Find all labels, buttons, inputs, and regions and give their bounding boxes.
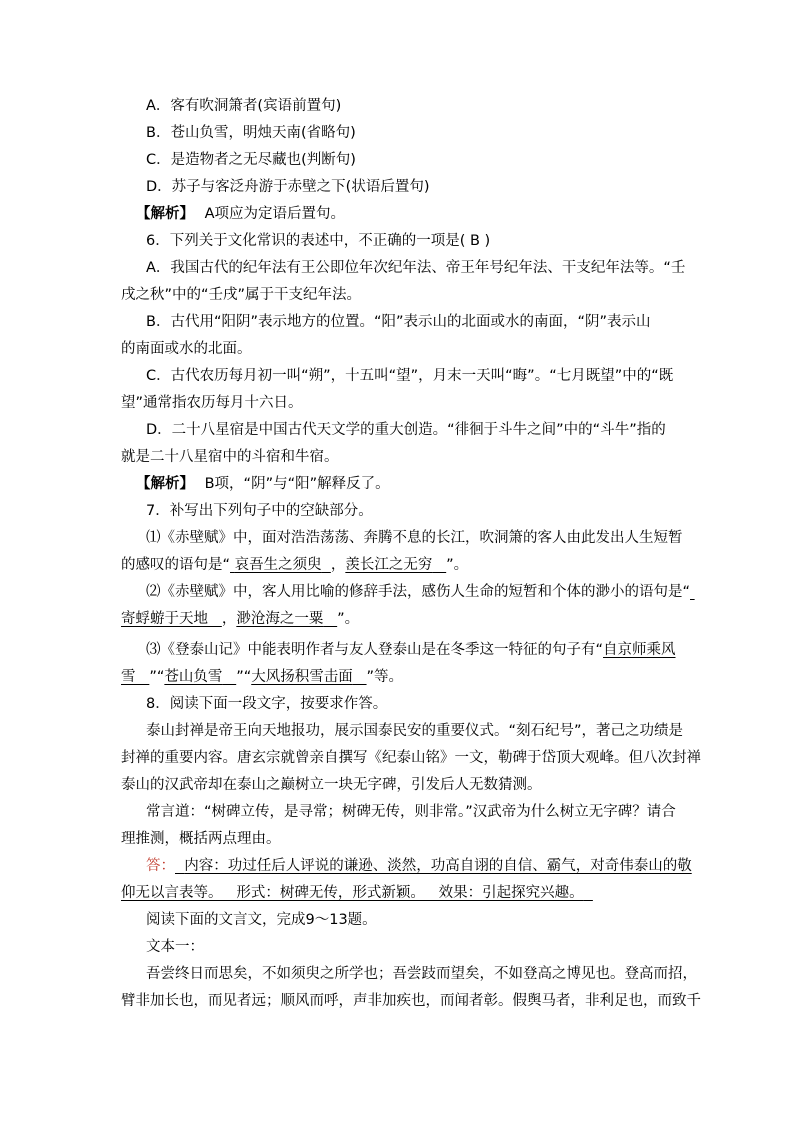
q7-s3-answer2: 苍山负雪 (164, 669, 223, 685)
q7-s2-answer1: 寄蜉蝣于天地 (121, 611, 208, 627)
q7-stem: 7．补写出下列句子中的空缺部分。 (146, 503, 373, 519)
q8-stem: 8．阅读下面一段文字，按要求作答。 (146, 696, 388, 712)
q7-s2-line2 (121, 609, 681, 629)
q6-option-b-line2: 的南面或水的北面。 (121, 341, 252, 357)
q6-option-c-line1: C．古代农历每月初一叫“朔”，十五叫“望”，月末一天叫“晦”。“七月既望”中的“既 (146, 368, 674, 384)
q6-option-b-line1: B．古代用“阳阴”表示地方的位置。“阳”表示山的北面或水的南面，“阴”表示山 (146, 314, 651, 330)
q8-passage-line3: 泰山的汉武帝却在泰山之巅树立一块无字碑，引发后人无数猜测。 (121, 777, 542, 793)
q7-s3-prefix: ⑶《登泰山记》中能表明作者与友人登泰山是在冬季这一特征的句子有“ (146, 642, 604, 658)
q5-option-b: B．苍山负雪，明烛天南(省略句) (146, 125, 356, 141)
q7-s3-quote2: ”“ (236, 669, 252, 685)
q8-passage-line2: 封禅的重要内容。唐玄宗就曾亲自撰写《纪泰山铭》一文，勒碑于岱顶大观峰。但八次封禅 (121, 750, 701, 766)
analysis-label: 【解析】 (136, 206, 194, 222)
q7-s1-answer2: 羡长江之无穷 (345, 557, 433, 573)
q7-s1-end: ”。 (446, 557, 469, 573)
q6-option-a-line1: A．我国古代的纪年法有王公即位年次纪年法、帝王年号纪年法、干支纪年法等。“壬 (146, 260, 686, 276)
q7-s2-sep: ， (221, 611, 237, 627)
q6-option-d-line2: 就是二十八星宿中的斗宿和牛宿。 (121, 449, 339, 465)
q7-s1-answer1: 哀吾生之须臾 (234, 557, 322, 573)
q7-s1-line1: ⑴《赤壁赋》中，面对浩浩荡荡、奔腾不息的长江，吹洞箫的客人由此发出人生短暂 (146, 530, 683, 546)
q5-option-d: D．苏子与客泛舟游于赤壁之下(状语后置句) (146, 179, 430, 195)
q8-passage-line1: 泰山封禅是帝王向天地报功，展示国泰民安的重要仪式。“刻石纪号”，著己之功绩是 (146, 723, 684, 739)
q6-analysis-text: B项，“阴”与“阳”解释反了。 (204, 476, 390, 492)
q7-s2-line1 (146, 582, 706, 602)
q7-s1-sep: ， (330, 557, 346, 573)
q8-answer-line1 (146, 856, 706, 876)
q5-analysis-line (136, 204, 696, 224)
q5-option-c: C．是造物者之无尽藏也(判断句) (146, 152, 356, 168)
q5-option-a: A．客有吹洞箫者(宾语前置句) (146, 98, 342, 114)
q7-s2-answer2: 渺沧海之一粟 (236, 611, 324, 627)
q8-answer-text2: 仰无以言表等。 形式：树碑无传，形式新颖。 效果：引起探究兴趣。 (121, 885, 584, 901)
q7-s3-answer1a: 自京师乘风 (603, 642, 676, 658)
q8-answer-text1: 内容：功过任后人评说的谦逊、淡然，功高自诩的自信、霸气，对奇伟泰山的敬 (184, 858, 692, 874)
q6-option-d-line1: D．二十八星宿是中国古代天文学的重大创造。“徘徊于斗牛之间”中的“斗牛”指的 (146, 422, 666, 438)
q6-option-a-line2: 戌之秋”中的“壬戌”属于干支纪年法。 (121, 287, 362, 303)
q7-s3-end: ”等。 (366, 669, 404, 685)
q6-option-c-line2: 望”通常指农历每月十六日。 (121, 395, 303, 411)
q7-s1-line2 (121, 555, 681, 575)
q6-stem: 6．下列关于文化常识的表述中，不正确的一项是( B ) (146, 233, 491, 249)
q6-analysis-line (136, 474, 696, 494)
q7-s3-answer1b: 雪 (121, 669, 136, 685)
q8-answer-line2 (121, 883, 681, 903)
q7-s2-prefix: ⑵《赤壁赋》中，客人用比喻的修辞手法，感伤人生命的短暂和个体的渺小的语句是“ (146, 584, 691, 600)
classical-text-line2: 臂非加长也，而见者远；顺风而呼，声非加疾也，而闻者彰。假舆马者，非利足也，而致千 (121, 993, 701, 1009)
q7-s1-prefix: 的感叹的语句是“ (121, 557, 231, 573)
classical-text-line1: 吾尝终日而思矣，不如须臾之所学也；吾尝跂而望矣，不如登高之博见也。登高而招， (146, 966, 697, 982)
q5-analysis-text: A项应为定语后置句。 (204, 206, 346, 222)
q8-answer-label: 答： (146, 858, 175, 874)
analysis-label: 【解析】 (136, 476, 194, 492)
reading-intro: 阅读下面的文言文，完成9～13题。 (146, 912, 377, 928)
q7-s3-answer3: 大风扬积雪击面 (251, 669, 353, 685)
q7-s3-line1 (146, 640, 706, 660)
q8-question-line2: 理推测，概括两点理由。 (121, 831, 281, 847)
q7-s3-line2 (121, 667, 681, 687)
q8-question-line1: 常言道：“树碑立传，是寻常；树碑无传，则非常。”汉武帝为什么树立无字碑？请合 (146, 804, 676, 820)
text-one-label: 文本一： (146, 939, 204, 955)
q7-s3-quote1: ”“ (149, 669, 165, 685)
q7-s2-end: ”。 (337, 611, 360, 627)
